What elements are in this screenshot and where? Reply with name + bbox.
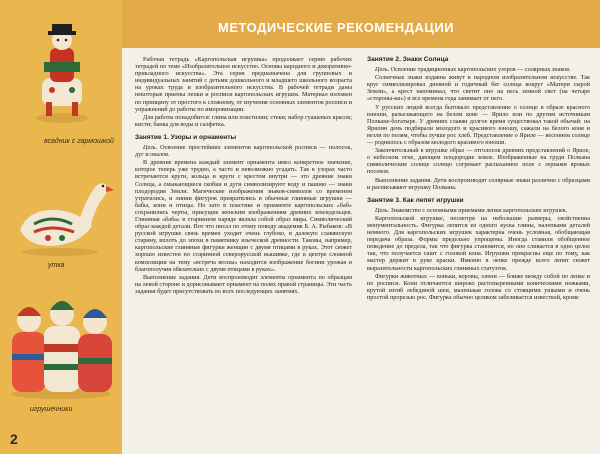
goal-text: Освоение простейших элементов каргопольской росписи — полосок, дуг и овалов. [135,144,352,159]
lesson-1-task: Выполнение задания. Дети воспроизводят элементы орнамента по образцам на левой стороне и дорисовывают орнамент на полях правой страницы. Эти часть задания будет присутствовать во всех последующих занятиях. [135,273,352,295]
goal-text: Знакомство с основными приемами лепки каргопольских игрушек. [389,206,568,214]
lesson-2-heading: Занятие 2. Знаки Солнца [367,56,449,63]
lesson-1-goal [135,144,352,158]
lesson-1-paragraph: В древние времена каждый элемент орнамента имел конкретное значение, которое теперь уже трудно, а часто и невозможно угадать. Так в узорах часто встречаются круги, кольца и круги с крестом внутри — это древние знаки Солнца, а смыкающиеся скобки и дуги символизируют воду и пашню — знаки плодородия Земли. Магические изображения знаков-символов со временем утратились, и линии фигурок превратились в обычные глиняные игрушки — бабы, кони и птицы. Но зато в пластике и орнаменте каргопольских «баб» сохранились черты, присущие женским изображениям древних земледельцев. Глиняная «баба» в старинном наряде являла собой образ мира. Символический образ каждой детали. Вот что писал по этому поводу академик Б. А. Рыбаков: «В русской игрушке связь времен уходит очень глубоко, в далекую славянскую старину, вплоть до эпохи в памятнику языческой древности. Таковы, например, каргопольские глиняные фигурки женщин с двумя птицами в руках. Этот сюжет хорошо известен по старинной северорусской вышивке, где в центре сложной композиции на тему «встреча весны» находится изображение богини урожая и благополучия обязательно с двумя птицами в руках». [135,159,352,273]
lesson-3-paragraph: Фигурки животных — коньки, коровы, олени — ближе между собой по лепке и по росписи. Кони отличаются широко растопыренными коническими ножками, крутой изгиб лебединой шеи, маленькая голова со стоящими ушками и очень простой прорезью рос. Фигурка обычно целиком забеливается известкой, кроме [367,272,590,301]
goal-label: Цель. [375,206,390,214]
lesson-3-goal [367,207,590,214]
left-text-column [135,56,352,296]
right-text-column [367,56,590,302]
lesson-1-heading: Занятие 1. Узоры и орнаменты [135,133,237,141]
caption-duck: утка [48,262,65,269]
toy-makers-illustration [4,284,118,400]
left-sidebar [0,0,122,454]
caption-toy-makers: игрушечники [30,406,73,413]
goal-text: Освоение традиционных каргопольских узоров — солярных знаков. [389,66,571,74]
materials-paragraph: Для работы понадобится: глина или пластилин; стеки; набор гуашевых красок; кисти; банка для воды и салфетка. [135,113,352,128]
toy-duck-illustration [8,174,116,258]
lesson-3-paragraph: Каргопольской игрушке, несмотря на небольшие размеры, свойственна монументальность. Фигурка лепится из одного куска глины, налепками деталей немного. Для каргопольских игрушек характерна очень условная, обобщающая передача образа. Формы предельно упрощены. Иногда ставили обобщенное поведение до предела, так что фигурка становится, но оно сливается в одно целое так, что получается сшит с головой кона. Игрушки прекрасны еще по тому, как мастер держит в руке краски. Именно в лепке прежде всего лепят сюжет выразительности каргопольских глиняных статуэток. [367,214,590,272]
page-title: МЕТОДИЧЕСКИЕ РЕКОМЕНДАЦИИ [218,20,455,35]
lesson-2-task: Выполнение задания. Дети воспроизводят солярные знаки различно с образцами и расписывают игрушку Полкана. [367,176,590,191]
page-number: 2 [10,431,18,447]
goal-label: Цель. [143,144,158,152]
lesson-3-heading: Занятие 3. Как лепят игрушки [367,196,464,204]
toy-rider-illustration [28,18,96,126]
lesson-2-paragraph: Солнечные знаки издавна живут в народном изобразительном искусстве. Так круг символизировал дневной и годичный бег солнца вокруг «Матери сырой Земли», а крест напоминал, что светит оно на весь земной свет (на четыре «стороны-ки») и все времена года занимает от него. [367,74,590,103]
lesson-2-paragraph: Закончительный в игрушке образ — отголосок древних представлений о Яриле, о небесном огне, дающем плодородие земле. Изображенные на груди Полкана символические солнце солнцо согревает распаханное поле с зернами яровых посевов. [367,147,590,176]
goal-label: Цель. [375,66,390,74]
intro-paragraph: Рабочая тетрадь «Каргопольская игрушка» продолжает серию рабочих тетрадей по теме «Изобразительное искусство. Основы народного и декоративно-прикладного искусства». Эта серия предназначена для групповых и индивидуальных занятий с детьми дошкольного и младшего школьного возраста на уроках труда и изобразительного искусства. В рабочей тетради даны некоторые приемы лепки и росписи каргопольских игрушек. Материал изложен по принципу от простого к сложному, от изучения основных элементов росписи и упражнений до работы по импровизации. [135,56,352,113]
lesson-2-paragraph: У русских людей всегда бытовало представление о солнце в образе красного юноши, разъезжающего на белом коне — Ярило или по другим источникам Полкане-богатыре. У древних славян долгое время существовал такой обычай: на Ярилин день подбирали молодого и красивого юношу, сажали на белого коня и везли по полям, чтобы лучше рос хлеб. Представление о Яриле — весеннем солнце — роднилось с образом молодого красивого юноши. [367,103,590,147]
lesson-2-goal [367,66,590,73]
caption-rider: всадник с гармошкой [44,138,114,145]
